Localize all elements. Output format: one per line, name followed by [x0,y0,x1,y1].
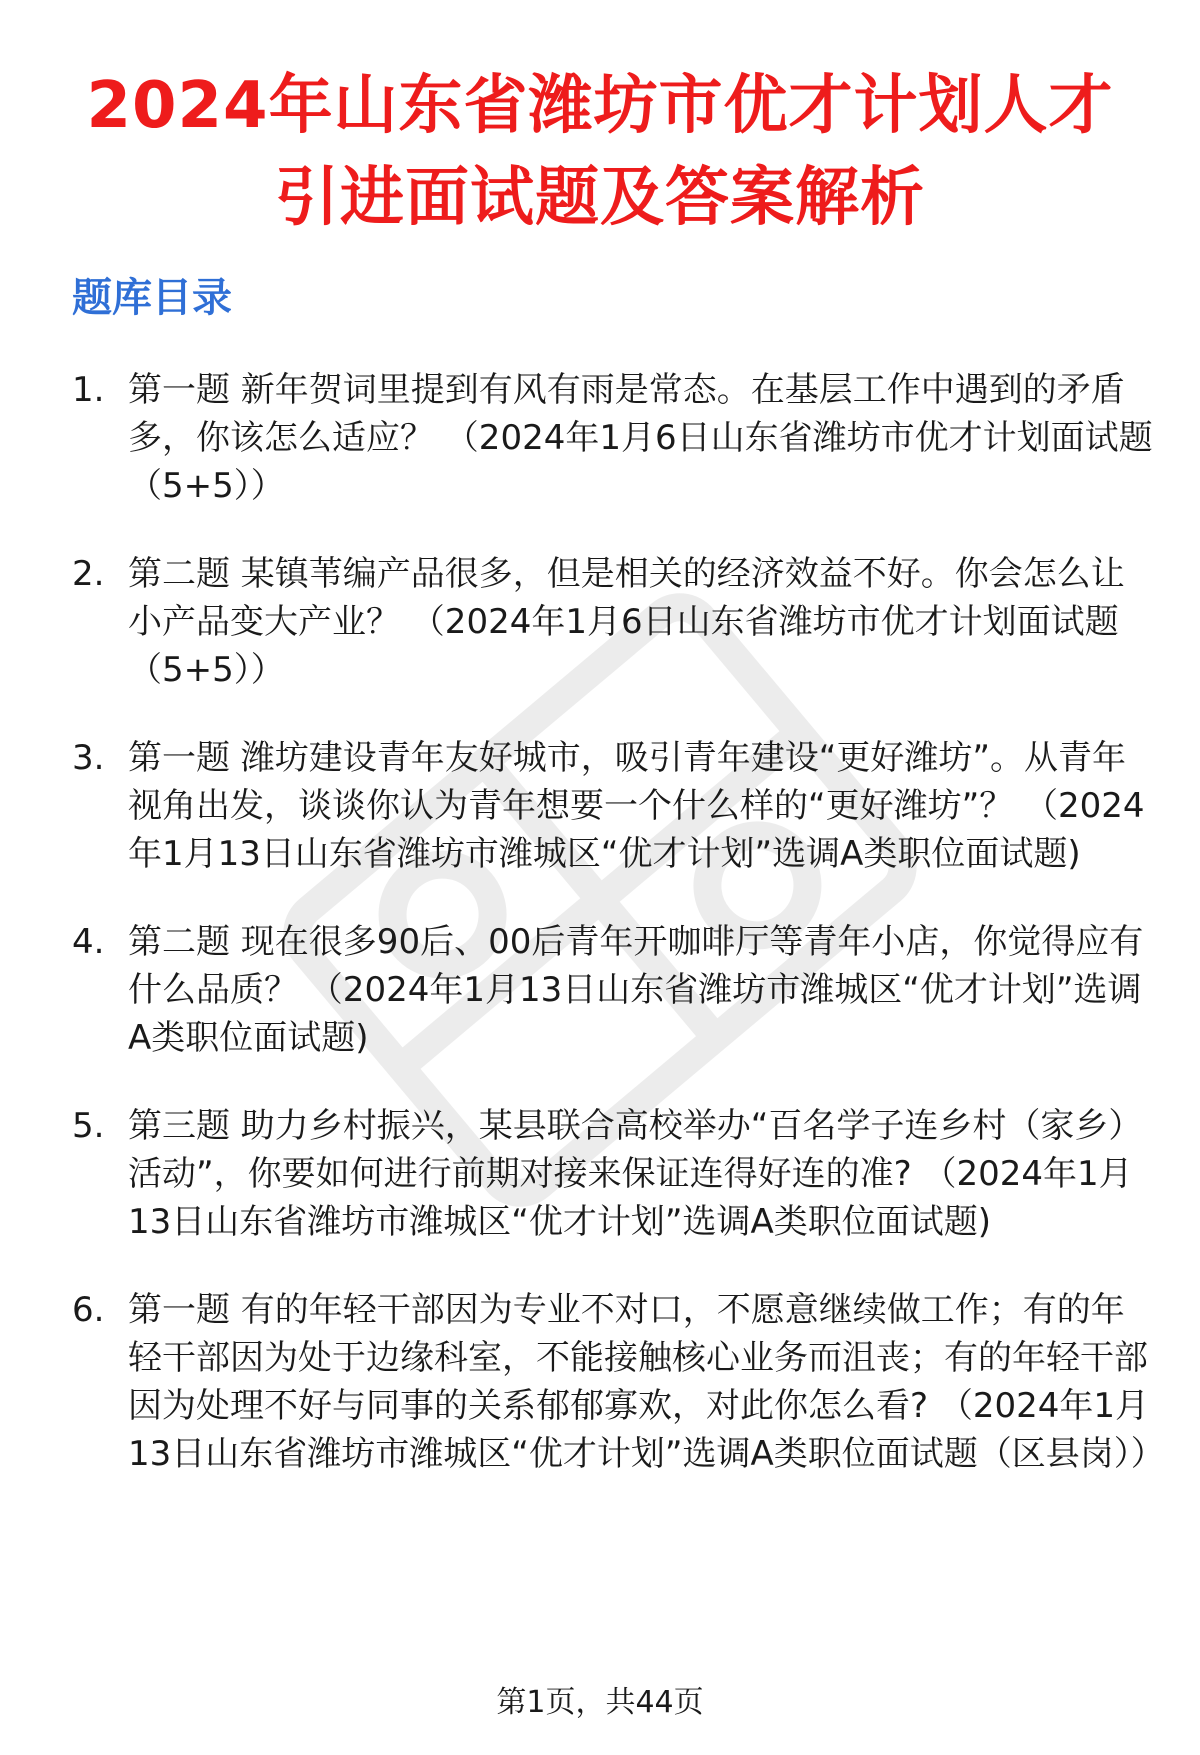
question-text: 第一题 有的年轻干部因为专业不对口，不愿意继续做工作；有的年轻干部因为处于边缘科室，不能接触核心业务而沮丧；有的年轻干部因为处理不好与同事的关系郁郁寡欢，对此你怎么看? （2024年1月13日山东省潍坊市潍城区“优才计划”选调A类职位面试题（区县岗）） [128,1290,1165,1474]
question-number: 2. [72,554,105,594]
page-footer: 第1页，共44页 [496,1685,704,1720]
list-item [72,550,1157,694]
question-number: 3. [72,738,105,778]
question-number: 5. [72,1106,105,1146]
question-text: 第三题 助力乡村振兴，某县联合高校举办“百名学子连乡村（家乡）活动”，你要如何进行前期对接来保证连得好连的准? （2024年1月13日山东省潍坊市潍城区“优才计划”选调A类职位面试题) [128,1106,1143,1242]
toc-heading: 题库目录 [72,275,232,321]
question-number: 1. [72,370,105,410]
list-item [72,734,1157,878]
page-title: 2024年山东省潍坊市优才计划人才引进面试题及答案解析 [86,69,1114,235]
list-item [72,366,1157,510]
question-text: 第一题 新年贺词里提到有风有雨是常态。在基层工作中遇到的矛盾多，你该怎么适应？ （2024年1月6日山东省潍坊市优才计划面试题（5+5）） [128,370,1153,506]
question-list [72,366,1165,1518]
question-number: 4. [72,922,105,962]
list-item [72,1286,1165,1478]
question-text: 第二题 某镇苇编产品很多，但是相关的经济效益不好。你会怎么让小产品变大产业？ （2024年1月6日山东省潍坊市优才计划面试题（5+5）） [128,554,1125,690]
question-number: 6. [72,1290,105,1330]
list-item [72,918,1157,1062]
list-item [72,1102,1157,1246]
question-text: 第二题 现在很多90后、00后青年开咖啡厅等青年小店，你觉得应有什么品质？ （2024年1月13日山东省潍坊市潍城区“优才计划”选调A类职位面试题) [128,922,1144,1058]
question-text: 第一题 潍坊建设青年友好城市，吸引青年建设“更好潍坊”。从青年视角出发，谈谈你认为青年想要一个什么样的“更好潍坊”？ （2024年1月13日山东省潍坊市潍城区“优才计划”选调A类职位面试题) [128,738,1145,874]
